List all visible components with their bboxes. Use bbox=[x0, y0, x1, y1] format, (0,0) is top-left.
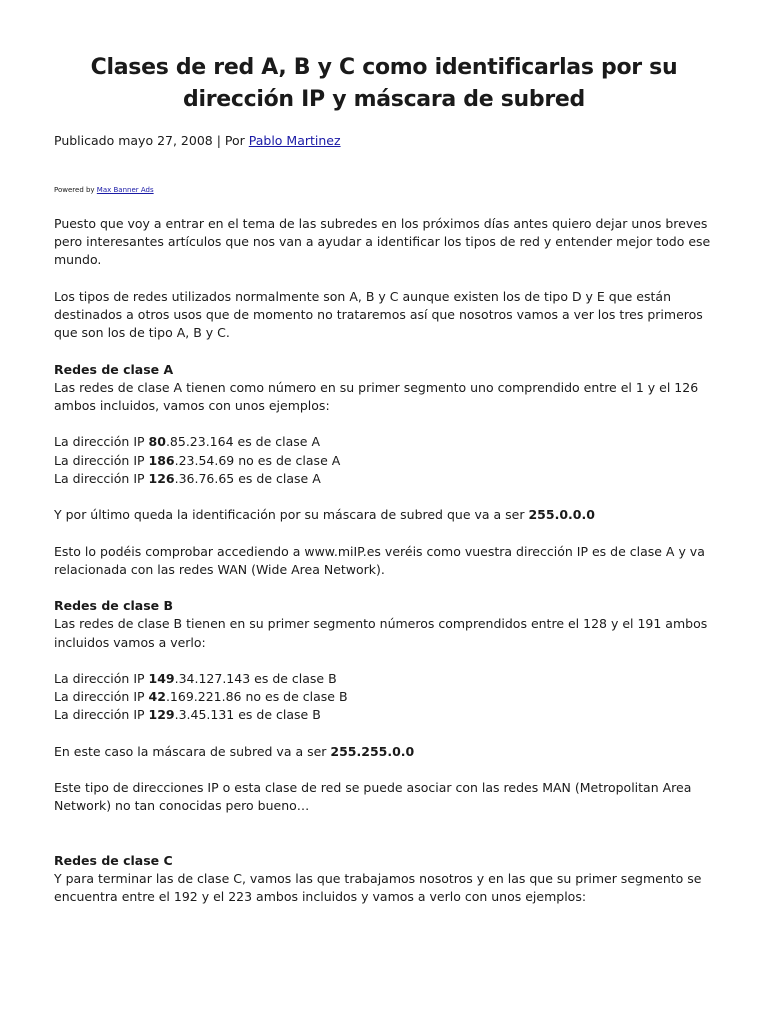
published-date: Publicado mayo 27, 2008 | Por bbox=[54, 133, 249, 148]
class-a-mask: Y por último queda la identificación por su máscara de subred que va a ser 255.0.0.0 bbox=[54, 507, 595, 523]
article-meta bbox=[54, 131, 341, 151]
class-c-description: Y para terminar las de clase C, vamos las que trabajamos nosotros y en las que su primer segmento se encuentra entre el 192 y el 223 ambos incluidos y vamos a verlo con unos ejemplos: bbox=[54, 870, 702, 904]
powered-by bbox=[54, 185, 154, 195]
example-line: La dirección IP 129.3.45.131 es de clase B bbox=[54, 707, 321, 723]
class-a-examples bbox=[54, 433, 724, 488]
class-a-heading: Redes de clase A bbox=[54, 361, 174, 377]
class-b-description: Las redes de clase B tienen en su primer segmento números comprendidos entre el 128 y el 191 ambos incluidos vamos a verlo: bbox=[54, 616, 708, 650]
class-a-check: Esto lo podéis comprobar accediendo a www.miIP.es veréis como vuestra dirección IP es de clase A y va relacionada con las redes WAN (Wide Area Network). bbox=[54, 543, 705, 577]
network-types-paragraph: Los tipos de redes utilizados normalmente son A, B y C aunque existen los de tipo D y E que están destinados a otros usos que de momento no trataremos así que nosotros vamos a ver los tres primeros que son los de tipo A, B y C. bbox=[54, 288, 703, 341]
mask-value: 255.0.0.0 bbox=[528, 507, 595, 523]
class-b-mask: En este caso la máscara de subred va a ser 255.255.0.0 bbox=[54, 743, 415, 759]
example-line: La dirección IP 126.36.76.65 es de clase A bbox=[54, 470, 321, 486]
example-line: La dirección IP 149.34.127.143 es de clase B bbox=[54, 670, 337, 686]
example-line: La dirección IP 80.85.23.164 es de clase A bbox=[54, 434, 321, 450]
powered-by-label: Powered by bbox=[54, 186, 97, 194]
powered-by-link[interactable]: Max Banner Ads bbox=[96, 186, 154, 194]
article-body bbox=[54, 215, 724, 906]
example-line: La dirección IP 186.23.54.69 no es de clase A bbox=[54, 452, 341, 468]
example-line: La dirección IP 42.169.221.86 no es de clase B bbox=[54, 689, 348, 705]
intro-paragraph: Puesto que voy a entrar en el tema de las subredes en los próximos días antes quiero dejar unos breves pero interesantes artículos que nos van a ayudar a identificar los tipos de red y entender mejor todo ese mundo. bbox=[54, 216, 711, 268]
class-b-heading: Redes de clase B bbox=[54, 598, 174, 614]
article-title: Clases de red A, B y C como identificarlas por su dirección IP y máscara de subred bbox=[90, 55, 678, 112]
class-b-examples bbox=[54, 670, 724, 725]
class-c-heading: Redes de clase C bbox=[54, 852, 173, 868]
class-a-description: Las redes de clase A tienen como número en su primer segmento uno comprendido entre el 1 y el 126 ambos incluidos, vamos con unos ejemplos: bbox=[54, 379, 699, 413]
class-b-association: Este tipo de direcciones IP o esta clase de red se puede asociar con las redes MAN (Metropolitan Area Network) no tan conocidas pero bueno… bbox=[54, 780, 692, 814]
author-link[interactable]: Pablo Martinez bbox=[248, 133, 341, 148]
mask-value: 255.255.0.0 bbox=[330, 743, 415, 759]
